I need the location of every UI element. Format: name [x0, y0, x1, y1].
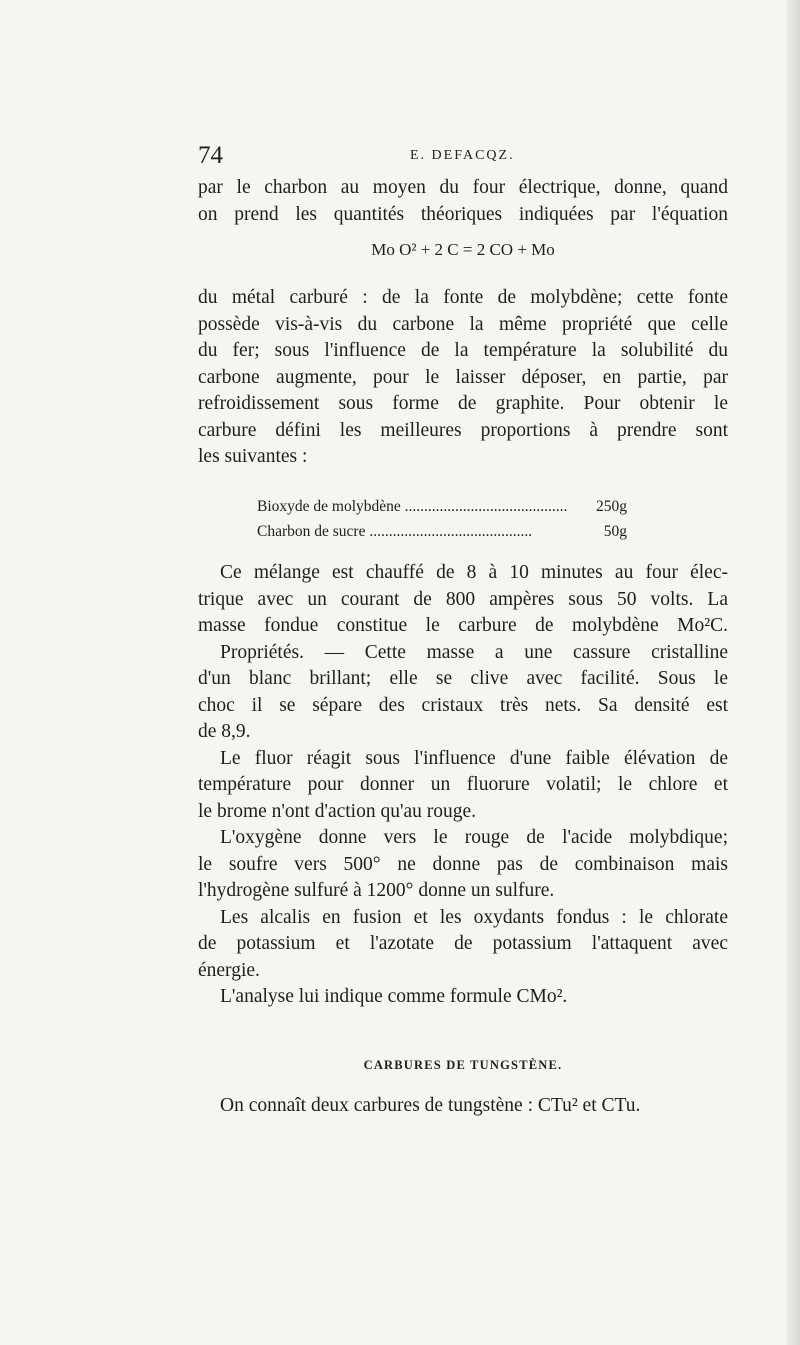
- text-line: on prend les quantités théoriques indiquées par l'équation: [198, 203, 728, 225]
- text-line: le soufre vers 500° ne donne pas de combinaison mais: [198, 853, 728, 875]
- text-line: On connaît deux carbures de tungstène : CTu² et CTu.: [220, 1095, 641, 1116]
- text-line: énergie.: [198, 959, 260, 981]
- text-line: L'analyse lui indique comme formule CMo².: [220, 986, 568, 1007]
- equation: Mo O² + 2 C = 2 CO + Mo: [371, 240, 555, 259]
- text-line: trique avec un courant de 800 ampères sous 50 volts. La: [198, 588, 728, 610]
- text-line: par le charbon au moyen du four électrique, donne, quand: [198, 177, 728, 198]
- paragraph-carbure: [198, 285, 728, 471]
- text-line: refroidissement sous forme de graphite. Pour obtenir le: [198, 393, 728, 414]
- page-number: 74: [198, 142, 223, 169]
- text-line: L'oxygène donne vers le rouge de l'acide molybdique;: [220, 827, 728, 848]
- recipe-row: [257, 519, 627, 544]
- text-line: le brome n'ont d'action qu'au rouge.: [198, 800, 477, 822]
- text-line: Ce mélange est chauffé de 8 à 10 minutes au four élec-: [220, 562, 728, 583]
- recipe-ingredient: Charbon de sucre .....: [257, 519, 579, 544]
- text-line: de potassium et l'azotate de potassium l'attaquent avec: [198, 933, 728, 954]
- text-line: température pour donner un fluorure volatil; le chlore et: [198, 774, 728, 795]
- text-line: Propriétés. — Cette masse a une cassure cristalline: [220, 641, 728, 663]
- text-line: carbone augmente, pour le laisser déposer, en partie, par: [198, 366, 728, 388]
- text-line: possède vis-à-vis du carbone la même propriété que celle: [198, 313, 728, 335]
- text-line: les suivantes :: [198, 446, 308, 467]
- paragraph-body: [198, 560, 728, 1011]
- recipe-quantity: 250g: [596, 498, 627, 515]
- text-line: Les alcalis en fusion et les oxydants fondus : le chlorate: [220, 906, 728, 928]
- text-line: choc il se sépare des cristaux très nets. Sa densité est: [198, 694, 728, 716]
- page-edge-shadow: [786, 0, 800, 1345]
- text-line: d'un blanc brillant; elle se clive avec facilité. Sous le: [198, 668, 728, 689]
- section-title: CARBURES DE TUNGSTÈNE.: [363, 1058, 563, 1072]
- text-line: du métal carburé : de la fonte de molybdène; cette fonte: [198, 287, 728, 308]
- page-header: [198, 142, 728, 172]
- paragraph-intro: [198, 175, 728, 228]
- recipe-table: [257, 494, 627, 544]
- running-head: E. DEFACQZ.: [410, 148, 515, 163]
- text-line: masse fondue constitue le carbure de molybdène Mo²C.: [198, 615, 728, 636]
- paragraph-final: [198, 1093, 728, 1120]
- recipe-ingredient: Bioxyde de molybdène .....: [257, 494, 579, 519]
- text-line: carbure défini les meilleures proportions à prendre sont: [198, 419, 728, 441]
- text-line: du fer; sous l'influence de la température la solubilité du: [198, 340, 728, 361]
- recipe-quantity: 50g: [603, 523, 627, 540]
- text-line: de 8,9.: [198, 721, 251, 742]
- text-line: Le fluor réagit sous l'influence d'une faible élévation de: [220, 747, 728, 769]
- recipe-row: [257, 494, 627, 519]
- text-line: l'hydrogène sulfuré à 1200° donne un sulfure.: [198, 880, 555, 901]
